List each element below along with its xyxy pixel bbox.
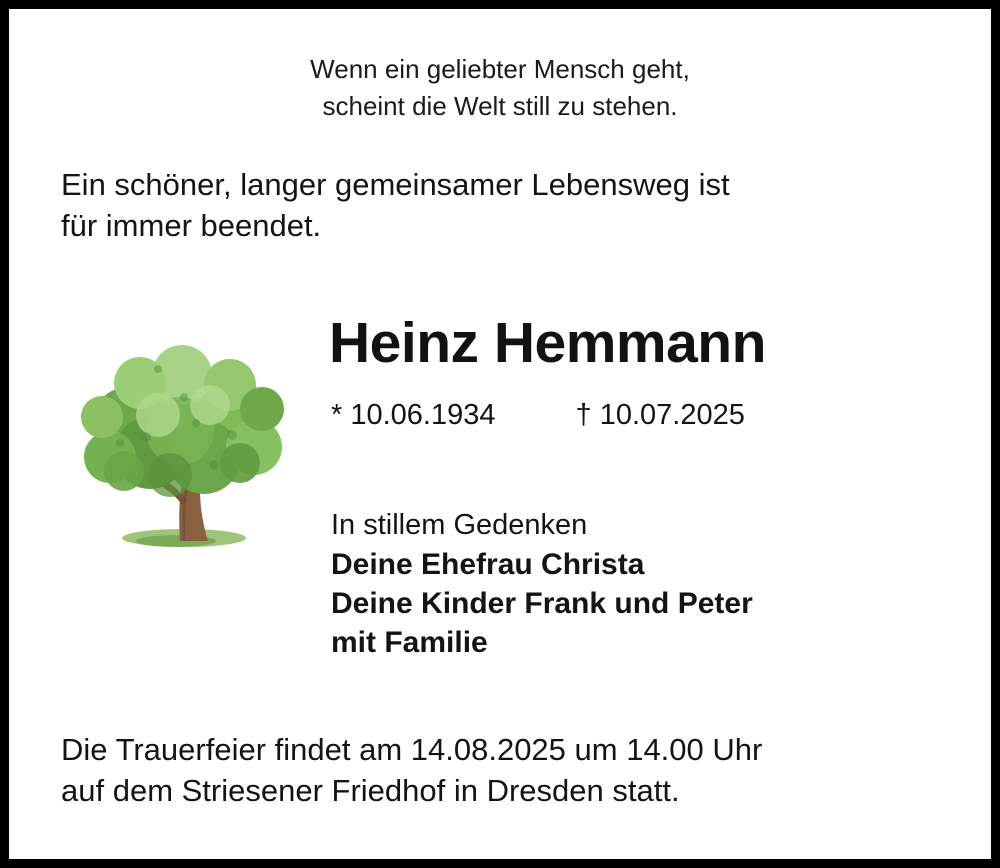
ceremony-block [61,729,971,811]
intro-block [61,164,961,246]
notice-inner [9,9,991,859]
death-date: † 10.07.2025 [575,399,745,431]
memorial-line-2: Deine Kinder Frank und Peter [331,586,753,620]
ceremony-line-2: auf dem Striesener Friedhof in Dresden statt. [61,773,680,809]
verse-line-1: Wenn ein geliebter Mensch geht, [310,54,690,84]
birth-date: * 10.06.1934 [331,399,496,431]
tree-illustration [54,305,314,560]
memorial-lead: In stillem Gedenken [331,509,588,541]
deceased-name: Heinz Hemmann [329,311,766,375]
intro-line-1: Ein schöner, langer gemeinsamer Lebensweg ist [61,167,730,202]
intro-line-2: für immer beendet. [61,208,322,244]
verse-line-2: scheint die Welt still zu stehen. [322,90,678,121]
ceremony-line-1: Die Trauerfeier findet am 14.08.2025 um 14.00 Uhr [61,732,763,767]
life-dates [331,399,971,432]
memorial-line-3: mit Familie [331,625,488,659]
memorial-line-1: Deine Ehefrau Christa [331,547,645,581]
memorial-block [331,506,971,662]
verse-block [9,51,991,125]
